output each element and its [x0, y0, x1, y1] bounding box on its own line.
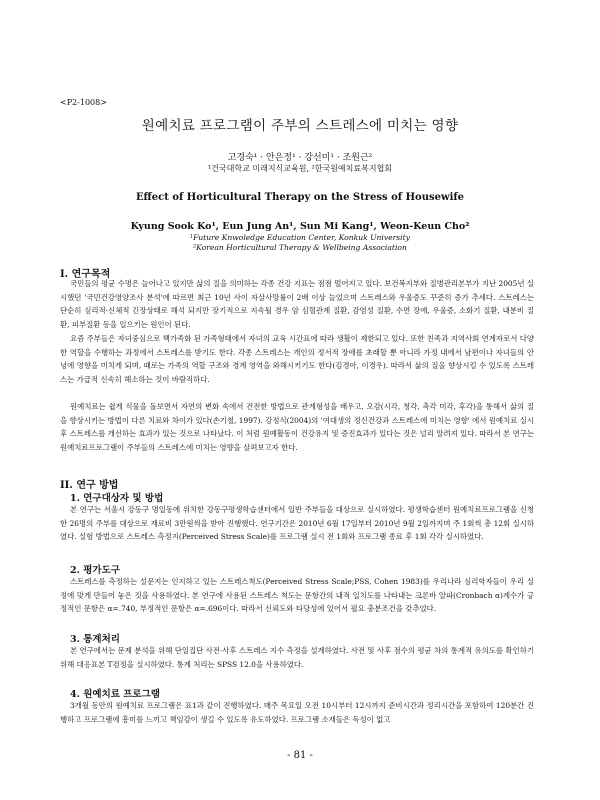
- subsection-3-heading: 3. 통계처리: [70, 634, 120, 645]
- subsection-3-paragraph: 본 연구에서는 문제 분석을 위해 단일집단 사전·사후 스트레스 지수 측정을 설계하였다. 사전 및 사후 점수의 평균 차의 통계적 유의도를 확인하기 위해 대응표본 T검정을 실시하였다. 통계 처리는 SPSS 12.0을 사용하였다.: [60, 646, 534, 669]
- intro-paragraph-3: 원예치료는 쉽게 식물을 돌보면서 자연의 변화 속에서 건전한 방법으로 관계형성을 배우고, 오감(시각, 청각, 촉각 미각, 후각)을 통해서 삶의 질을 향상시키는 방법이 다른 치료와 차이가 있다(손기철, 1997). 강정식(2004)의 '여대생의 정신건강과 스트레스에 미치는 영향' 에서 원예치료 실시 후 스트레스를 개선하는 효과가 있는 것으로 나타났다. 이 처럼 원예활동이 건강유지 및 증진효과가 있다는 것은 널리 알려져 있다. 따라서 본 연구는 원예치료프로그램이 주부들의 스트레스에 미치는 영향을 살펴보고자 한다.: [60, 402, 534, 452]
- intro-heading: I. 연구목적: [60, 269, 111, 280]
- subsection-2-paragraph: 스트레스를 측정하는 설문지는 인지하고 있는 스트레스척도(Perceived Stress Scale;PSS, Cohen 1983)를 우리나라 심리학자들이 우리 실정에 맞게 만들어 놓은 것을 사용하였다. 본 연구에 사용된 스트레스 척도는 문항간의 내적 일치도를 나타내는 크론바 알파(Cronbach α)계수가 긍정적인 문항은 α=.740, 부정적인 문항은 α=.696이다. 따라서 신뢰도와 타당성에 있어서 필요 충분조건을 갖추었다.: [60, 577, 534, 614]
- english-affiliation-2: ²Korean Horticultural Therapy & Wellbeing Association: [193, 243, 407, 252]
- paper-page: [60, 0, 540, 800]
- english-title: Effect of Horticultural Therapy on the Stress of Housewife: [135, 192, 465, 203]
- subsection-2-heading: 2. 평가도구: [70, 565, 120, 576]
- english-authors: Kyung Sook Ko¹, Eun Jung An¹, Sun Mi Kang¹, Weon-Keun Cho²: [130, 221, 470, 232]
- english-affiliation-1: ¹Future Knwoledge Education Center, Konkuk University: [190, 233, 410, 242]
- subsection-1-paragraph: 본 연구는 서울시 강동구 명일동에 위치한 강동구평생학습센터에서 일반 주부들을 대상으로 실시하였다. 평생학습센터 원예치료프로그램을 신청한 26명의 주부를 대상으로 재료비 3만원씩을 받아 진행했다. 연구기간은 2010년 6월 17일부터 2010년 9월 2일까지며 주 1회씩 총 12회 실시하였다. 실험 방법으로 스트레스 측정지(Perceived Stress Scale)를 프로그램 실시 전 1회와 프로그램 종료 후 1회 각각 실시하였다.: [60, 505, 534, 542]
- page-number: - 81 -: [287, 750, 313, 761]
- korean-title: 원예치료 프로그램이 주부의 스트레스에 미치는 영향: [141, 118, 459, 134]
- subsection-1-heading: 1. 연구대상자 및 방법: [70, 493, 164, 504]
- intro-paragraph-1: 국민들의 평균 수명은 늘어나고 있지만 삶의 질을 의미하는 각종 건강 지표는 점점 떨어지고 있다. 보건복지부와 질병관리본부가 지난 2005년 실시했던 '국민건강영양조사 분석'에 따르면 최근 10년 사이 자살사망률이 2배 이상 늘었으며 스트레스와 우울증도 꾸준히 증가 추세다. 스트레스는 단순히 심리적·신체적 긴장상태로 해석 되지만 장기적으로 지속될 경우 암 심혈관계 질환, 감염성 질환, 수면 장애, 우울증, 소화기 질환, 내분비 질환, 피부질환 등을 일으키는 원인이 된다.: [60, 279, 534, 329]
- korean-affiliations: ¹건국대학교 미래지식교육원, ²한국원예치료복지협회: [207, 164, 393, 173]
- intro-paragraph-2: 요즘 주부들은 자녀중심으로 핵가족화 된 가족형태에서 자녀의 교육 시간표에 따라 생활이 제한되고 있다. 또한 친족과 지역사회 연계자로서 다양한 역할을 수행하는 과정에서 스트레스를 받기도 한다. 각종 스트레스는 개인의 정서적 장애를 초래할 뿐 아니라 가정 내에서 남편이나 자녀들의 안녕에 영향을 미치게 되며, 때로는 가족의 역할 구조와 경계 영역을 와해시키기도 한다(김경아, 이경우). 따라서 삶의 질을 향상시킬 수 있도록 스트레스는 가급적 신속히 해소하는 것이 바람직하다.: [60, 334, 534, 384]
- subsection-4-heading: 4. 원예치료 프로그램: [70, 689, 160, 700]
- method-heading: II. 연구 방법: [60, 480, 119, 491]
- korean-authors: 고경숙¹ · 안은정¹ · 강선미¹ · 조원근²: [227, 153, 373, 163]
- paper-code: <P2-1008>: [60, 98, 107, 107]
- subsection-4-paragraph: 3개월 동안의 원예치료 프로그램은 표1과 같이 진행하였다. 매주 목요일 오전 10시부터 12시까지 준비시간과 정리시간을 포함하여 120분간 진행하고 프로그램에 흥미를 느끼고 책임감이 생길 수 있도록 유도하였다. 프로그램 소재들은 독성이 없고: [60, 701, 534, 724]
